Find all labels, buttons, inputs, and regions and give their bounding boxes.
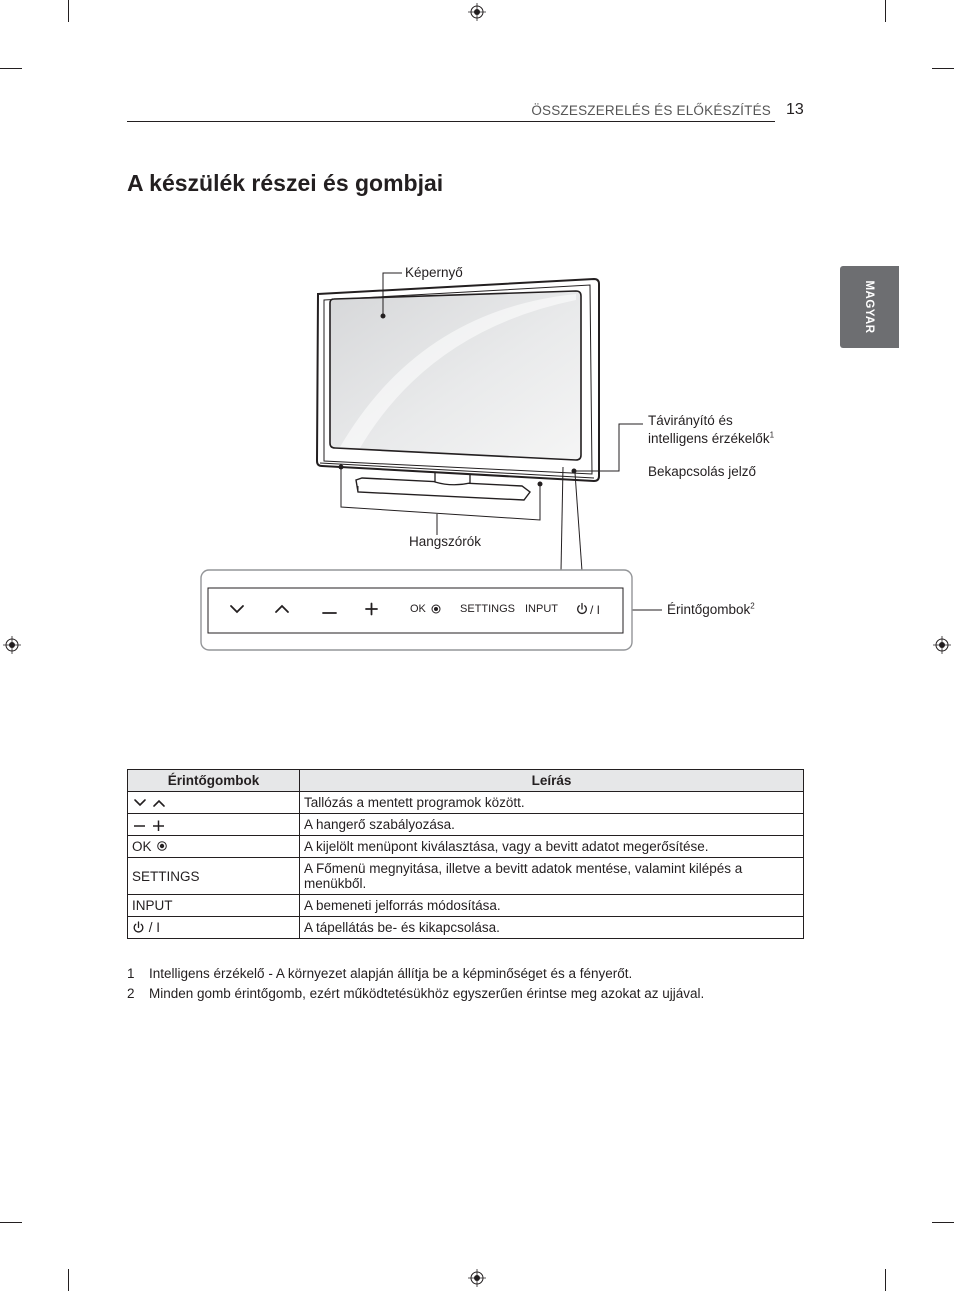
table-cell-description: Tallózás a mentett programok között. (300, 792, 804, 814)
table-cell-description: A hangerő szabályozása. (300, 814, 804, 836)
table-button-label: / I (148, 920, 161, 935)
footnote-number: 2 (127, 986, 135, 1001)
chevron-down-icon (135, 800, 145, 805)
label-screen: Képernyő (405, 265, 463, 280)
table-cell-description: A Főmenü megnyitása, illetve a bevitt adatok mentése, valamint kilépés a menükből. (300, 858, 804, 895)
table-row (128, 895, 804, 917)
footnote (127, 984, 704, 1004)
plus-icon (153, 821, 164, 832)
table-header: Leírás (300, 770, 804, 792)
page-title: A készülék részei és gombjai (127, 170, 444, 196)
footnote (127, 964, 704, 984)
table-cell-button: INPUT (128, 895, 300, 917)
label-sensor-line2 (648, 430, 774, 448)
table-row (128, 858, 804, 895)
label-sensor-footnote: 1 (769, 430, 775, 440)
label-power-indicator: Bekapcsolás jelző (648, 464, 757, 479)
table-row (128, 917, 804, 939)
registration-mark-icon (468, 1269, 486, 1287)
table-header: Érintőgombok (128, 770, 300, 792)
footnote-text: Minden gomb érintőgomb, ezért működtetésükhöz egyszerűen érintse meg azokat az ujjával. (149, 986, 705, 1001)
crop-mark (932, 1222, 954, 1223)
page-number: 13 (786, 101, 804, 118)
label-touch-text: Érintőgombok (667, 602, 751, 617)
label-touch-buttons (667, 601, 755, 619)
crop-mark (885, 1269, 886, 1291)
crop-mark (0, 1222, 22, 1223)
language-tab-label: MAGYAR (863, 280, 876, 334)
table-cell-description: A bemeneti jelforrás módosítása. (300, 895, 804, 917)
footnote-number: 1 (127, 966, 135, 981)
panel-ok-label[interactable]: OK (410, 603, 426, 615)
chevron-up-icon (154, 801, 164, 806)
ok-target-icon (155, 840, 169, 852)
footnotes (127, 964, 704, 1004)
panel-power-label[interactable]: / I (590, 603, 601, 617)
table-row (128, 814, 804, 836)
table-cell-button (128, 836, 300, 858)
crop-mark (68, 1269, 69, 1291)
table-button-label: OK (132, 839, 152, 854)
touch-buttons-table (127, 769, 804, 939)
panel-settings-label[interactable]: SETTINGS (460, 603, 516, 615)
table-cell-button (128, 917, 300, 939)
header-section-title: ÖSSZESZERELÉS ÉS ELŐKÉSZÍTÉS (531, 103, 771, 118)
table-row (128, 836, 804, 858)
label-touch-footnote: 2 (750, 601, 755, 611)
table-cell-description: A kijelölt menüpont kiválasztása, vagy a bevitt adatot megerősítése. (300, 836, 804, 858)
panel-input-label[interactable]: INPUT (525, 603, 558, 615)
label-sensor-text: intelligens érzékelők (648, 431, 770, 446)
table-cell-button: SETTINGS (128, 858, 300, 895)
table-cell-button (128, 814, 300, 836)
table-header-row (128, 770, 804, 792)
footnote-text: Intelligens érzékelő - A környezet alapján állítja be a képminőséget és a fényerőt. (149, 966, 633, 981)
tv-body (317, 279, 599, 500)
power-icon (132, 921, 145, 934)
table-cell-description: A tápellátás be- és kikapcsolása. (300, 917, 804, 939)
label-sensor-line1: Távirányító és (648, 413, 733, 428)
table-cell-button (128, 792, 300, 814)
label-speakers: Hangszórók (409, 534, 482, 549)
table-row (128, 792, 804, 814)
